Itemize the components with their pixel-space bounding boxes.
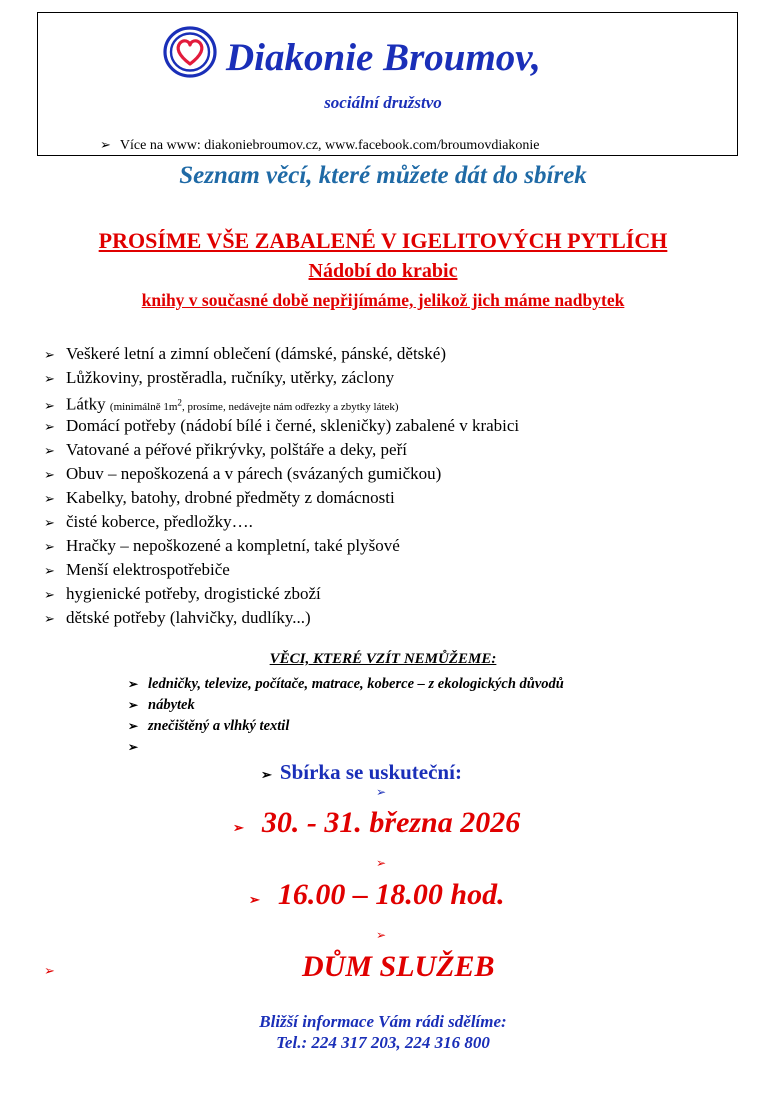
website-line — [100, 137, 540, 154]
list-item: ➢ dětské potřeby (lahvičky, dudlíky...) — [44, 608, 311, 627]
arrowhead-bullet-icon: ➢ — [44, 515, 55, 530]
list-item — [128, 738, 564, 759]
accepted-items-list — [44, 344, 519, 632]
notice-books: knihy v současné době nepřijímáme, jelikož jich máme nadbytek — [141, 290, 625, 310]
arrowhead-bullet-icon: ➢ — [233, 820, 244, 835]
arrowhead-bullet-icon: ➢ — [128, 698, 139, 712]
arrowhead-bullet-icon: ➢ — [44, 443, 55, 458]
arrowhead-bullet-icon: ➢ — [44, 397, 55, 413]
list-item: ➢ Vatované a péřové přikrývky, polštáře a deky, peří — [44, 440, 407, 459]
contact-intro: Bližší informace Vám rádi sdělíme: — [259, 1012, 507, 1031]
notice-bags: PROSÍME VŠE ZABALENÉ V IGELITOVÝCH PYTLÍCH — [98, 228, 668, 253]
arrowhead-bullet-icon: ➢ — [44, 611, 55, 626]
arrowhead-bullet-icon: ➢ — [44, 539, 55, 554]
arrowhead-bullet-icon: ➢ — [249, 892, 260, 907]
arrowhead-bullet-icon: ➢ — [44, 587, 55, 602]
event-date: ➢ 30. - 31. března 2026 — [233, 806, 521, 839]
arrowhead-bullet-icon: ➢ — [100, 137, 111, 152]
arrowhead-bullet-icon: ➢ — [44, 371, 55, 386]
list-item: ➢ čisté koberce, předložky…. — [44, 512, 253, 531]
arrowhead-bullet-icon: ➢ — [128, 677, 139, 691]
latky-note: (minimálně $1m^2$, prosíme, nedávejte nám odřezky a zbytky látek) — [109, 397, 399, 413]
contact-phone[interactable]: Tel.: 224 317 203, 224 316 800 — [276, 1033, 490, 1052]
header-box — [37, 12, 738, 156]
list-item: ➢ Domácí potřeby (nádobí bílé i černé, skleničky) zabalené v krabici — [44, 416, 520, 435]
arrowhead-bullet-icon: ➢ — [376, 928, 387, 942]
arrowhead-bullet-icon: ➢ — [44, 963, 55, 978]
refused-items-list — [128, 675, 564, 759]
arrowhead-bullet-icon: ➢ — [128, 740, 139, 754]
list-item: ➢ nábytek — [128, 697, 195, 713]
list-item: ➢ Lůžkoviny, prostěradla, ručníky, utěrky, záclony — [44, 368, 395, 387]
list-item: ➢ hygienické potřeby, drogistické zboží — [44, 584, 321, 603]
list-item: ➢ Veškeré letní a zimní oblečení (dámské, pánské, dětské) — [44, 344, 447, 363]
arrowhead-bullet-icon: ➢ — [44, 347, 55, 362]
arrowhead-bullet-icon: ➢ — [128, 719, 139, 733]
website-text[interactable]: Více na www: diakoniebroumov.cz, www.facebook.com/broumovdiakonie — [119, 138, 540, 153]
arrowhead-bullet-icon: ➢ — [44, 491, 55, 506]
list-item: ➢ ledničky, televize, počítače, matrace, koberce – z ekologických důvodů — [128, 676, 564, 692]
list-item: ➢ Kabelky, batohy, drobné předměty z domácnosti — [44, 488, 395, 507]
heart-logo-icon — [162, 24, 222, 80]
org-subtitle: sociální družstvo — [324, 93, 442, 112]
org-name: Diakonie Broumov, — [226, 36, 541, 79]
list-item: ➢ Látky (minimálně $1m^2$, prosíme, nedávejte nám odřezky a zbytky látek) — [44, 394, 399, 414]
arrowhead-bullet-icon: ➢ — [261, 767, 272, 782]
event-time: ➢ 16.00 – 18.00 hod. — [249, 878, 505, 911]
arrowhead-bullet-icon: ➢ — [44, 467, 55, 482]
notice-dishes: Nádobí do krabic — [308, 260, 458, 282]
list-item: ➢ Hračky – nepoškozené a kompletní, také plyšové — [44, 536, 400, 555]
arrowhead-bullet-icon: ➢ — [44, 563, 55, 578]
refused-heading: VĚCI, KTERÉ VZÍT NEMŮŽEME: — [269, 651, 497, 667]
arrowhead-bullet-icon: ➢ — [376, 785, 387, 799]
arrowhead-bullet-icon: ➢ — [44, 419, 55, 434]
event-place: DŮM SLUŽEB — [302, 950, 495, 983]
page-title: Seznam věcí, které můžete dát do sbírek — [179, 162, 587, 189]
event-intro: ➢ Sbírka se uskuteční: — [261, 760, 462, 784]
list-item: ➢ Menší elektrospotřebiče — [44, 560, 230, 579]
list-item: ➢ znečištěný a vlhký textil — [128, 718, 290, 734]
arrowhead-bullet-icon: ➢ — [376, 856, 387, 870]
list-item: ➢ Obuv – nepoškozená a v párech (svázaných gumičkou) — [44, 464, 442, 483]
